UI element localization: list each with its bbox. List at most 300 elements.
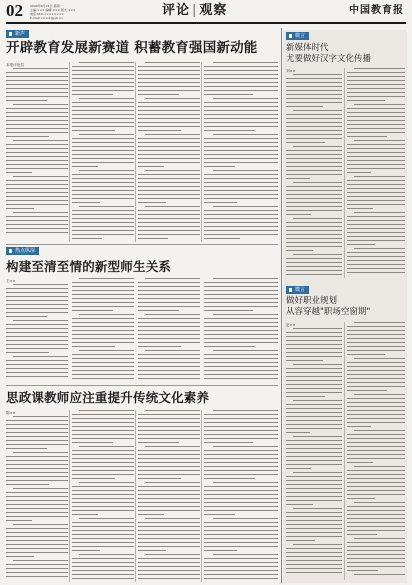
text-line <box>286 432 310 433</box>
text-line <box>138 358 200 359</box>
text-line <box>347 542 405 543</box>
text-line <box>293 182 342 183</box>
text-line <box>286 548 342 549</box>
text-line <box>347 168 405 169</box>
text-line <box>72 346 115 347</box>
text-line <box>354 502 405 503</box>
text-line <box>72 210 134 211</box>
text-line <box>204 182 278 183</box>
text-line <box>72 202 100 203</box>
text-line <box>286 242 342 243</box>
article-column <box>72 62 134 242</box>
text-line <box>72 334 134 335</box>
text-line <box>72 578 134 579</box>
text-line <box>138 122 200 123</box>
text-lines <box>286 74 342 275</box>
text-line <box>138 466 200 467</box>
text-line <box>138 426 200 427</box>
text-line <box>72 530 134 531</box>
text-line <box>204 342 278 343</box>
text-lines <box>6 284 68 377</box>
text-line <box>286 460 342 461</box>
text-line <box>6 72 68 73</box>
text-line <box>6 124 68 125</box>
text-line <box>347 120 405 121</box>
text-line <box>347 204 405 205</box>
text-line <box>347 264 405 265</box>
text-line <box>138 306 200 307</box>
byline: 本报评论员 <box>6 63 24 67</box>
text-line <box>72 498 134 499</box>
sidebar-rule <box>281 28 282 583</box>
text-line <box>79 554 134 555</box>
text-line <box>347 406 405 407</box>
text-line <box>204 578 278 579</box>
article-column <box>6 278 68 382</box>
text-line <box>204 570 278 571</box>
text-line <box>6 332 68 333</box>
text-line <box>6 572 68 573</box>
text-line <box>354 538 405 539</box>
column-rule <box>201 410 202 582</box>
text-line <box>347 220 405 221</box>
text-line <box>6 208 34 209</box>
text-line <box>213 554 278 555</box>
text-line <box>347 208 373 209</box>
text-line <box>145 446 200 447</box>
text-line <box>286 78 342 79</box>
text-line <box>6 108 68 109</box>
text-line <box>138 530 200 531</box>
text-line <box>6 188 68 189</box>
text-lines <box>138 62 200 239</box>
section-tag: 微言 <box>286 32 309 40</box>
text-line <box>138 66 200 67</box>
text-line <box>347 236 405 237</box>
byline: 王×× <box>6 279 16 283</box>
text-line <box>286 344 342 345</box>
text-line <box>286 444 342 445</box>
text-line <box>204 370 278 371</box>
text-line <box>213 446 278 447</box>
text-line <box>347 216 405 217</box>
text-line <box>213 134 278 135</box>
text-line <box>138 422 200 423</box>
text-line <box>79 446 134 447</box>
text-line <box>6 556 34 557</box>
text-line <box>72 190 134 191</box>
text-line <box>286 464 342 465</box>
text-line <box>13 416 68 417</box>
text-line <box>286 372 342 373</box>
text-line <box>347 224 405 225</box>
text-line <box>354 140 405 141</box>
text-line <box>204 186 278 187</box>
text-line <box>286 82 342 83</box>
text-line <box>138 370 200 371</box>
text-line <box>204 130 255 131</box>
text-line <box>72 534 134 535</box>
text-line <box>347 410 405 411</box>
text-line <box>204 486 278 487</box>
text-lines <box>72 278 134 379</box>
text-line <box>138 550 166 551</box>
text-line <box>72 478 115 479</box>
text-line <box>138 418 200 419</box>
text-line <box>138 158 200 159</box>
section-divider-rule <box>6 244 278 245</box>
text-line <box>79 518 134 519</box>
text-line <box>347 434 405 435</box>
text-line <box>138 458 200 459</box>
text-line <box>347 374 405 375</box>
text-line <box>204 198 278 199</box>
text-line <box>72 422 134 423</box>
text-line <box>6 528 68 529</box>
text-line <box>6 564 68 565</box>
text-line <box>286 234 342 235</box>
text-line <box>79 482 134 483</box>
text-line <box>286 356 342 357</box>
text-line <box>354 248 405 249</box>
section-divider: | <box>192 3 198 18</box>
text-line <box>347 152 405 153</box>
text-line <box>72 214 134 215</box>
text-line <box>286 452 342 453</box>
text-line <box>347 256 405 257</box>
text-line <box>72 310 113 311</box>
text-line <box>347 196 405 197</box>
text-line <box>347 244 375 245</box>
text-line <box>204 230 278 231</box>
text-line <box>138 342 200 343</box>
text-line <box>72 290 134 291</box>
text-line <box>6 476 68 477</box>
text-line <box>72 514 98 515</box>
text-lines <box>204 410 278 579</box>
text-line <box>347 342 405 343</box>
text-lines <box>286 328 342 573</box>
text-line <box>72 378 134 379</box>
text-line <box>286 154 342 155</box>
text-line <box>138 154 200 155</box>
text-line <box>6 492 68 493</box>
text-line <box>138 570 200 571</box>
text-line <box>286 388 342 389</box>
meta-line: 电话:010-×××××××× <box>30 12 64 16</box>
text-line <box>72 418 134 419</box>
text-line <box>138 146 200 147</box>
text-line <box>204 150 278 151</box>
text-line <box>286 122 342 123</box>
text-line <box>13 452 68 453</box>
text-line <box>6 468 68 469</box>
text-line <box>286 532 342 533</box>
text-line <box>204 442 253 443</box>
text-line <box>145 98 200 99</box>
text-line <box>6 296 68 297</box>
text-line <box>286 94 342 95</box>
text-lines <box>347 322 405 575</box>
text-line <box>138 94 179 95</box>
text-line <box>72 362 134 363</box>
text-line <box>6 92 68 93</box>
text-line <box>6 204 68 205</box>
text-line <box>6 536 68 537</box>
text-line <box>138 378 200 379</box>
text-line <box>204 494 278 495</box>
text-line <box>347 382 405 383</box>
text-line <box>6 148 68 149</box>
text-line <box>72 466 134 467</box>
text-line <box>6 460 68 461</box>
text-line <box>6 304 68 305</box>
text-line <box>286 392 342 393</box>
masthead-meta <box>30 4 120 20</box>
text-line <box>6 360 68 361</box>
text-line <box>72 506 134 507</box>
text-line <box>286 190 342 191</box>
text-line <box>286 480 342 481</box>
text-line <box>213 98 278 99</box>
text-line <box>138 298 200 299</box>
text-line <box>347 462 373 463</box>
text-line <box>145 554 200 555</box>
text-line <box>286 448 342 449</box>
text-line <box>286 348 342 349</box>
sidebar-column <box>347 68 405 278</box>
text-line <box>6 116 68 117</box>
text-line <box>6 316 47 317</box>
text-line <box>286 404 342 405</box>
text-line <box>286 106 323 107</box>
text-line <box>204 498 278 499</box>
text-line <box>72 330 134 331</box>
text-line <box>72 434 134 435</box>
text-line <box>286 396 325 397</box>
text-line <box>213 170 278 171</box>
section-divider-rule <box>6 385 278 386</box>
text-line <box>138 338 200 339</box>
text-line <box>6 172 32 173</box>
text-line <box>6 576 68 577</box>
text-line <box>286 352 342 353</box>
text-line <box>138 118 200 119</box>
text-line <box>138 230 200 231</box>
text-line <box>286 552 342 553</box>
text-line <box>204 70 278 71</box>
text-line <box>6 504 68 505</box>
text-line <box>6 292 68 293</box>
text-line <box>204 566 278 567</box>
text-line <box>72 426 134 427</box>
text-line <box>204 226 278 227</box>
text-line <box>204 78 278 79</box>
text-line <box>6 348 68 349</box>
text-line <box>79 410 134 411</box>
text-line <box>72 70 134 71</box>
text-line <box>138 166 164 167</box>
article-column <box>138 410 200 582</box>
text-line <box>72 562 134 563</box>
text-line <box>138 178 200 179</box>
text-line <box>293 254 342 255</box>
text-line <box>72 294 134 295</box>
text-line <box>6 448 47 449</box>
text-line <box>286 428 342 429</box>
text-line <box>286 206 342 207</box>
text-line <box>286 126 342 127</box>
text-line <box>138 534 200 535</box>
text-line <box>347 570 378 571</box>
text-line <box>347 272 405 273</box>
text-line <box>72 450 134 451</box>
text-line <box>138 126 200 127</box>
text-line <box>204 358 278 359</box>
text-line <box>72 146 134 147</box>
text-line <box>138 290 200 291</box>
text-line <box>6 308 68 309</box>
text-line <box>204 122 278 123</box>
text-line <box>204 526 278 527</box>
text-line <box>204 110 278 111</box>
text-line <box>204 474 278 475</box>
text-line <box>6 508 68 509</box>
text-line <box>204 222 278 223</box>
text-line <box>204 218 278 219</box>
text-line <box>286 416 342 417</box>
text-line <box>286 214 311 215</box>
text-line <box>286 246 342 247</box>
text-line <box>286 440 342 441</box>
text-line <box>138 90 200 91</box>
text-line <box>286 98 342 99</box>
text-line <box>6 220 68 221</box>
text-line <box>138 322 200 323</box>
text-line <box>286 412 342 413</box>
text-line <box>145 314 200 315</box>
text-line <box>6 512 68 513</box>
text-line <box>138 162 200 163</box>
text-line <box>72 178 134 179</box>
text-line <box>6 552 68 553</box>
text-line <box>72 522 134 523</box>
column-rule <box>201 62 202 242</box>
text-line <box>138 486 200 487</box>
text-line <box>213 518 278 519</box>
text-line <box>204 90 278 91</box>
text-line <box>138 470 200 471</box>
text-line <box>138 226 200 227</box>
text-line <box>286 360 323 361</box>
text-line <box>6 520 32 521</box>
text-line <box>145 278 200 279</box>
text-line <box>72 234 134 235</box>
text-line <box>72 162 134 163</box>
text-lines <box>204 62 278 239</box>
text-line <box>347 378 405 379</box>
article-column <box>204 278 278 382</box>
text-line <box>286 420 342 421</box>
text-line <box>6 352 49 353</box>
text-line <box>6 152 68 153</box>
text-line <box>286 524 342 525</box>
text-line <box>6 228 68 229</box>
text-line <box>286 222 342 223</box>
text-line <box>72 430 134 431</box>
text-line <box>145 482 200 483</box>
text-line <box>145 170 200 171</box>
text-line <box>13 140 68 141</box>
meta-line: E-mail:××××@jyb.cn <box>30 16 63 20</box>
text-line <box>347 192 405 193</box>
text-line <box>72 110 134 111</box>
text-line <box>6 368 68 369</box>
text-line <box>72 462 134 463</box>
text-line <box>347 188 405 189</box>
text-line <box>72 318 134 319</box>
text-line <box>286 274 342 275</box>
text-line <box>6 484 49 485</box>
text-line <box>6 288 68 289</box>
text-line <box>13 104 68 105</box>
meta-line: 2020年6月15日 星期一 <box>30 4 63 8</box>
text-line <box>213 410 278 411</box>
text-line <box>204 234 278 235</box>
text-line <box>204 214 278 215</box>
text-line <box>6 532 68 533</box>
text-line <box>138 374 200 375</box>
text-line <box>72 442 113 443</box>
text-line <box>204 318 278 319</box>
text-line <box>6 120 68 121</box>
text-line <box>204 146 278 147</box>
text-line <box>204 302 278 303</box>
text-line <box>138 186 200 187</box>
text-line <box>138 366 200 367</box>
text-line <box>72 546 134 547</box>
text-line <box>347 366 405 367</box>
text-line <box>72 474 134 475</box>
text-line <box>204 194 278 195</box>
text-line <box>138 202 166 203</box>
text-line <box>72 82 134 83</box>
text-line <box>138 454 200 455</box>
text-line <box>286 102 342 103</box>
text-line <box>72 138 134 139</box>
page-number: 02 <box>6 1 23 20</box>
text-lines <box>347 68 405 273</box>
text-line <box>347 132 405 133</box>
text-line <box>286 564 342 565</box>
text-line <box>204 466 278 467</box>
text-line <box>138 574 200 575</box>
text-line <box>138 562 200 563</box>
text-line <box>204 158 278 159</box>
text-line <box>138 474 200 475</box>
text-line <box>347 180 405 181</box>
text-line <box>204 310 253 311</box>
text-line <box>204 530 278 531</box>
text-line <box>204 154 278 155</box>
text-line <box>72 502 134 503</box>
text-line <box>204 574 278 575</box>
article-column <box>72 410 134 582</box>
text-line <box>204 478 255 479</box>
text-line <box>204 378 278 379</box>
text-line <box>138 190 200 191</box>
text-line <box>347 128 405 129</box>
